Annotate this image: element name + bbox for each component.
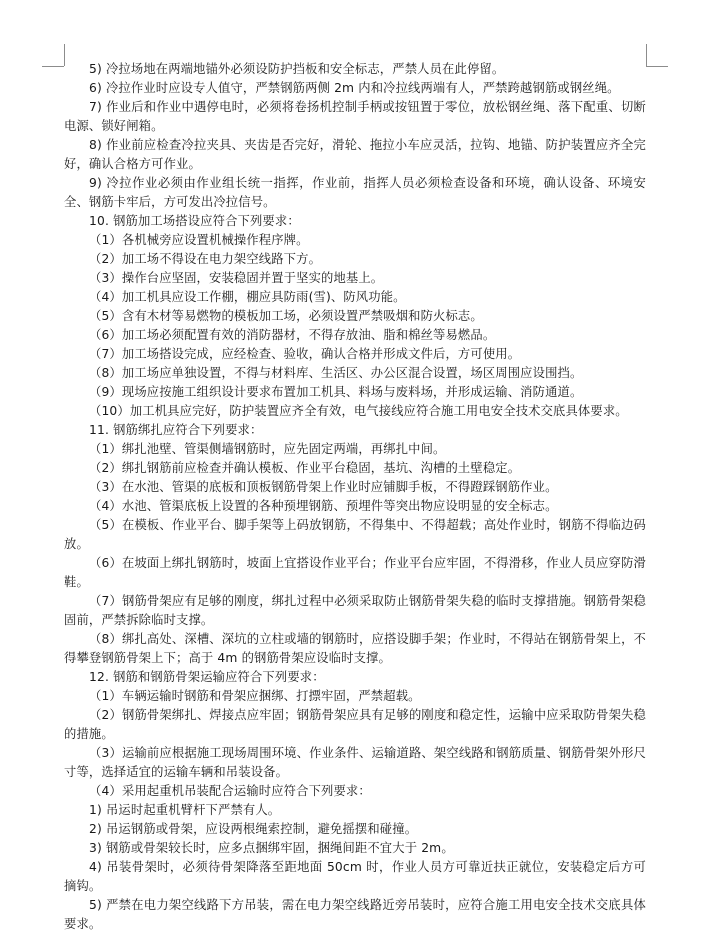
- list-item: （1）车辆运输时钢筋和骨架应捆绑、打摽牢固，严禁超载。: [89, 689, 421, 703]
- list-item: （2）绑扎钢筋前应检查并确认模板、作业平台稳固，基坑、沟槽的土壁稳定。: [89, 461, 521, 475]
- list-item: （7）加工场搭设完成，应经检查、验收，确认合格并形成文件后，方可使用。: [89, 347, 521, 361]
- crop-mark-top-right-horizontal: [646, 66, 668, 67]
- list-item: （2）加工场不得设在电力架空线路下方。: [89, 252, 322, 266]
- list-item: （4）采用起重机吊装配合运输时应符合下列要求：: [89, 784, 371, 798]
- paragraph: 5) 冷拉场地在两端地锚外必须设防护挡板和安全标志，严禁人员在此停留。: [89, 62, 505, 76]
- section-heading: 11. 钢筋绑扎应符合下列要求：: [89, 423, 263, 437]
- list-item: （7）钢筋骨架应有足够的刚度，绑扎过程中必须采取防止钢筋骨架失稳的临时支撑措施。钢筋骨架稳固前，严禁拆除临时支撑。: [64, 594, 646, 627]
- sub-list-item: 2) 吊运钢筋或骨架，应设两根绳索控制，避免摇摆和碰撞。: [89, 822, 418, 836]
- list-item: （5）在模板、作业平台、脚手架等上码放钢筋，不得集中、不得超载；高处作业时，钢筋不得临边码放。: [64, 518, 646, 551]
- list-item: （10）加工机具应完好，防护装置应齐全有效，电气接线应符合施工用电安全技术交底具体要求。: [89, 404, 628, 418]
- list-item: （6）在坡面上绑扎钢筋时，坡面上宜搭设作业平台；作业平台应牢固，不得滑移，作业人员应穿防滑鞋。: [64, 556, 646, 589]
- list-item: （4）水池、管渠底板上设置的各种预埋钢筋、预埋件等突出物应设明显的安全标志。: [89, 499, 558, 513]
- list-item: （1）绑扎池壁、管渠侧墙钢筋时，应先固定两端，再绑扎中间。: [89, 442, 446, 456]
- document-body: [64, 60, 646, 934]
- list-item: （5）含有木材等易燃物的模板加工场，必须设置严禁吸烟和防火标志。: [89, 309, 483, 323]
- paragraph: 7) 作业后和作业中遇停电时，必须将卷扬机控制手柄或按钮置于零位，放松钢丝绳、落下配重、切断电源、锁好闸箱。: [64, 100, 646, 133]
- paragraph: 9) 冷拉作业必须由作业组长统一指挥，作业前，指挥人员必须检查设备和环境，确认设备、环境安全、钢筋卡牢后，方可发出冷拉信号。: [64, 176, 646, 209]
- list-item: （8）加工场应单独设置，不得与材料库、生活区、办公区混合设置，场区周围应设围挡。: [89, 366, 583, 380]
- list-item: （2）钢筋骨架绑扎、焊接点应牢固；钢筋骨架应具有足够的刚度和稳定性，运输中应采取防骨架失稳的措施。: [64, 708, 646, 741]
- sub-list-item: 1) 吊运时起重机臂杆下严禁有人。: [89, 803, 281, 817]
- list-item: （3）运输前应根据施工现场周围环境、作业条件、运输道路、架空线路和钢筋质量、钢筋骨架外形尺寸等，选择适宜的运输车辆和吊装设备。: [64, 746, 646, 779]
- paragraph: 6) 冷拉作业时应设专人值守，严禁钢筋两侧 2m 内和冷拉线两端有人，严禁跨越钢筋或钢丝绳。: [89, 81, 620, 95]
- list-item: （3）在水池、管渠的底板和顶板钢筋骨架上作业时应铺脚手板，不得蹬踩钢筋作业。: [89, 480, 558, 494]
- list-item: （1）各机械旁应设置机械操作程序牌。: [89, 233, 309, 247]
- list-item: （8）绑扎高处、深槽、深坑的立柱或墙的钢筋时，应搭设脚手架；作业时，不得站在钢筋骨架上，不得攀登钢筋骨架上下；高于 4m 的钢筋骨架应设临时支撑。: [64, 632, 646, 665]
- paragraph: 8) 作业前应检查冷拉夹具、夹齿是否完好，滑轮、拖拉小车应灵活，拉钩、地锚、防护装置应齐全完好，确认合格方可作业。: [64, 138, 646, 171]
- sub-list-item: 5) 严禁在电力架空线路下方吊装，需在电力架空线路近旁吊装时，应符合施工用电安全技术交底具体要求。: [64, 898, 646, 931]
- crop-mark-top-left-horizontal: [42, 66, 64, 67]
- section-heading: 10. 钢筋加工场搭设应符合下列要求：: [89, 214, 300, 228]
- sub-list-item: 4) 吊装骨架时，必须待骨架降落至距地面 50cm 时，作业人员方可靠近扶正就位，安装稳定后方可摘钩。: [64, 860, 646, 893]
- sub-list-item: 3) 钢筋或骨架较长时，应多点捆绑牢固，捆绳间距不宜大于 2m。: [89, 841, 454, 855]
- crop-mark-top-right-vertical: [646, 44, 647, 66]
- section-heading: 12. 钢筋和钢筋骨架运输应符合下列要求：: [89, 670, 325, 684]
- list-item: （9）现场应按施工组织设计要求布置加工机具、料场与废料场，并形成运输、消防通道。: [89, 385, 583, 399]
- list-item: （4）加工机具应设工作棚，棚应具防雨(雪)、防风功能。: [89, 290, 406, 304]
- list-item: （3）操作台应坚固，安装稳固并置于坚实的地基上。: [89, 271, 384, 285]
- list-item: （6）加工场必须配置有效的消防器材，不得存放油、脂和棉丝等易燃品。: [89, 328, 496, 342]
